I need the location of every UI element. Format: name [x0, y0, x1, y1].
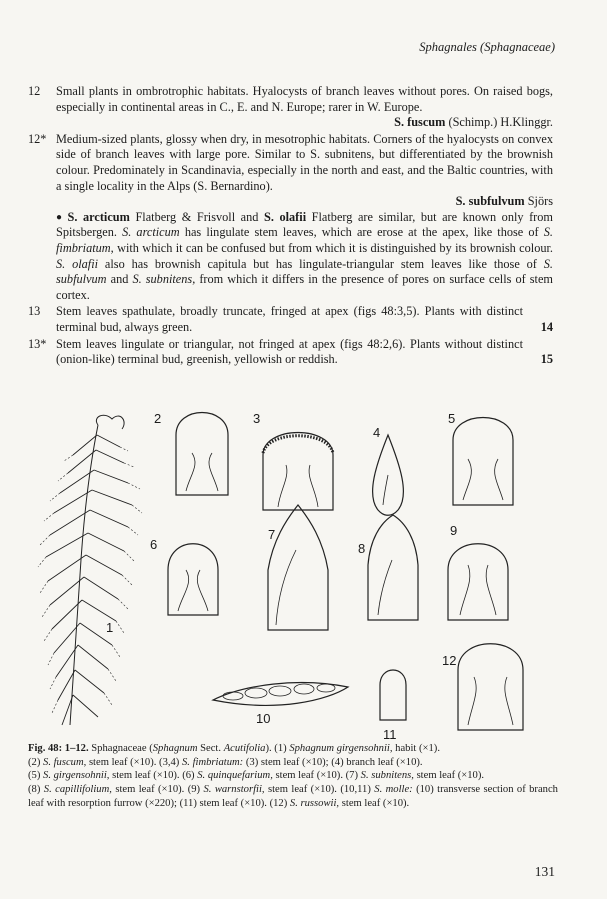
- couplet-12-alt: [28, 132, 553, 304]
- figure-label-12: 12: [442, 653, 457, 668]
- caption-text: (2): [28, 756, 41, 768]
- note-text: with which it can be confused but from which it is distinguished by its brownish colour.: [117, 240, 553, 255]
- couplet-number: 12: [28, 84, 41, 98]
- note-taxon: S. subfulvum: [56, 256, 554, 287]
- caption-text: habit (×1).: [395, 743, 440, 754]
- figure-label-1: 1: [106, 620, 114, 635]
- caption-taxon: S. fimbriatum:: [182, 756, 244, 768]
- taxon-author: (Schimp.) H.Klinggr.: [448, 115, 553, 130]
- figure-label-6: 6: [150, 537, 158, 552]
- caption-text: Sect.: [200, 743, 222, 754]
- taxon-line: [56, 194, 553, 210]
- caption-taxon: S. capillifolium,: [43, 784, 112, 796]
- note-taxon: S. arcticum: [122, 225, 180, 240]
- caption-taxon: S. fuscum,: [43, 756, 87, 768]
- caption-text: stem leaf (×10).: [416, 770, 485, 782]
- note-taxon: S. arcticum: [67, 209, 130, 224]
- taxon-line: [56, 115, 553, 131]
- habit-drawing-1: [38, 415, 142, 725]
- couplet-number: 13*: [28, 336, 47, 351]
- goto-couplet-link[interactable]: 15: [540, 352, 553, 367]
- note-text: also has brownish capitula but has lingulate-triangular stem leaves like those of: [104, 256, 537, 271]
- caption-taxon: S. russowii,: [289, 797, 340, 809]
- caption-taxon: Acutifolia: [223, 743, 266, 754]
- figure-label-2: 2: [154, 411, 162, 426]
- branch-leaf-drawing-4: [373, 435, 404, 515]
- taxon-author: Sjörs: [527, 194, 553, 209]
- bullet-icon: ●: [56, 211, 65, 223]
- note-text: and: [110, 272, 129, 287]
- note-text: Flatberg are similar, but are known only from Spitsbergen.: [56, 209, 553, 240]
- note-taxon: S. olafii: [56, 256, 99, 271]
- couplet-13: [28, 304, 553, 335]
- caption-taxon: Sphagnum: [152, 743, 198, 754]
- caption-text: stem leaf (×10). (6): [112, 770, 195, 782]
- note-text: has lingulate stem leaves, which are erose at the apex, like those of: [184, 225, 539, 240]
- figure-label-5: 5: [448, 411, 456, 426]
- lead-text: Stem leaves lingulate or triangular, not fringed at apex (figs 48:2,6). Plants without distinct (onion-like) terminal bud, greenish, yellowish or reddish.: [56, 336, 523, 367]
- caption-text: Sphagnaceae (: [91, 743, 153, 754]
- caption-taxon: S. subnitens,: [360, 770, 414, 782]
- stem-leaf-drawing-9: [448, 544, 508, 620]
- caption-taxon: Sphagnum girgensohnii,: [289, 743, 393, 754]
- taxon-name: S. subfulvum: [455, 194, 525, 209]
- note-text: Flatberg & Frisvoll and: [135, 209, 259, 224]
- goto-couplet-link[interactable]: 14: [540, 319, 553, 334]
- couplet-text: Medium-sized plants, glossy when dry, in mesotrophic habitats. Corners of the hyalocysts on convex side of branch leaves with large pore. Similar to S. subnitens, but differentiated by the brownish colour. Predominately in Scandinavia, especially in the north and east, and the Baltic countries, with a single locality in the Alps (S. Bernardino).: [56, 131, 553, 193]
- caption-text: ). (1): [265, 743, 287, 754]
- caption-taxon: S. girgensohnii,: [43, 770, 110, 782]
- stem-leaf-drawing-11: [380, 670, 406, 720]
- caption-taxon: S. warnstorfii,: [203, 784, 265, 796]
- stem-leaf-drawing-3: [263, 433, 333, 511]
- couplet-text: [56, 337, 553, 368]
- couplet-text: Small plants in ombrotrophic habitats. Hyalocysts of branch leaves without pores. On raised bogs, especially in continental areas in C., E. and N. Europe; rarer in W. Europe.: [56, 84, 553, 114]
- figure-label-4: 4: [373, 425, 381, 440]
- similar-species-note: [56, 210, 553, 304]
- stem-leaf-drawing-2: [176, 413, 228, 496]
- transverse-section-drawing-10: [213, 683, 348, 706]
- couplet-13-alt: [28, 337, 553, 368]
- caption-taxon: S. molle:: [374, 784, 413, 796]
- figure-label-7: 7: [268, 527, 276, 542]
- page-number: 131: [534, 864, 555, 879]
- couplet-number: 12*: [28, 131, 47, 146]
- caption-text: (10) transverse section of branch leaf with resorption furrow (×220); (11) stem leaf (×10). (12): [28, 784, 558, 809]
- figure-label-8: 8: [358, 541, 366, 556]
- caption-fig-number: Fig. 48: 1–12.: [28, 743, 89, 754]
- note-taxon: S. subnitens,: [132, 272, 196, 287]
- stem-leaf-drawing-6: [168, 544, 218, 615]
- stem-leaf-drawing-12: [458, 644, 523, 730]
- stem-leaf-drawing-8: [368, 515, 418, 620]
- caption-text: stem leaf (×10).: [341, 797, 410, 809]
- couplet-text: [56, 304, 553, 335]
- identification-key: [28, 84, 553, 369]
- caption-text: (8): [28, 784, 41, 796]
- running-head: Sphagnales (Sphagnaceae): [419, 40, 555, 54]
- figure-caption: [28, 742, 558, 811]
- caption-text: stem leaf (×10). (10,11): [267, 784, 371, 796]
- caption-text: (3) stem leaf (×10); (4) branch leaf (×10).: [245, 756, 423, 768]
- note-text: from which it differs in the presence of pores on surface cells of stem cortex.: [56, 272, 553, 302]
- figure-48: [28, 395, 568, 740]
- figure-label-11: 11: [383, 727, 397, 742]
- stem-leaf-drawing-7: [268, 505, 328, 630]
- couplet-number: 13: [28, 304, 41, 319]
- caption-text: stem leaf (×10). (9): [115, 784, 201, 796]
- note-taxon: S. olafii: [264, 209, 307, 224]
- caption-text: stem leaf (×10). (3,4): [88, 756, 180, 768]
- figure-label-3: 3: [253, 411, 261, 426]
- caption-taxon: S. quinquefarium,: [197, 770, 273, 782]
- note-taxon: S. fimbriatum,: [56, 225, 554, 255]
- figure-illustrations: [28, 395, 568, 740]
- taxon-name: S. fuscum: [394, 115, 446, 130]
- caption-text: (5): [28, 770, 41, 782]
- figure-label-9: 9: [450, 523, 458, 538]
- caption-text: stem leaf (×10). (7): [275, 770, 358, 782]
- figure-label-10: 10: [256, 711, 271, 726]
- couplet-12: [28, 84, 553, 131]
- stem-leaf-drawing-5: [453, 418, 513, 506]
- lead-text: Stem leaves spathulate, broadly truncate, fringed at apex (figs 48:3,5). Plants with distinct terminal bud, always green.: [56, 304, 523, 334]
